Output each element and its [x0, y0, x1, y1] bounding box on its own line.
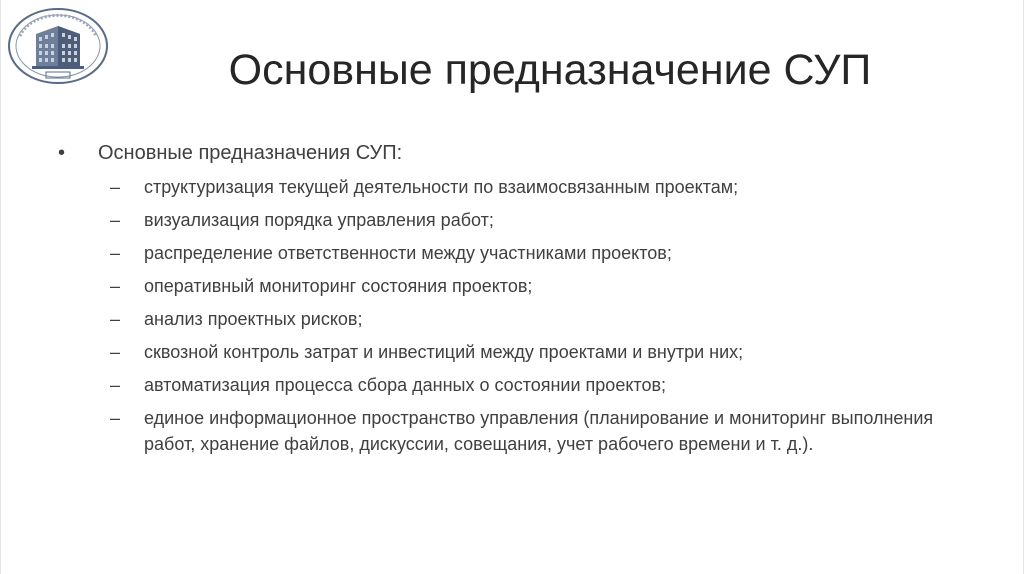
bullet-marker: • — [58, 142, 66, 164]
list-item-text: автоматизация процесса сбора данных о состоянии проектов; — [144, 375, 667, 395]
list-item-text: единое информационное пространство управления (планирование и мониторинг выполнения работ, хранение файлов, дискуссии, совещания, учет рабочего времени и т. д.). — [144, 408, 934, 454]
list-item — [110, 273, 968, 299]
list-item-text: сквозной контроль затрат и инвестиций между проектами и внутри них; — [144, 342, 744, 362]
dash-marker: – — [110, 177, 121, 197]
university-logo-icon — [6, 6, 110, 86]
list-item — [110, 405, 968, 457]
dash-marker: – — [110, 210, 121, 230]
list-item-text: распределение ответственности между участниками проектов; — [144, 243, 672, 263]
dash-marker: – — [110, 276, 121, 296]
main-point-text: Основные предназначения СУП: — [98, 142, 403, 164]
dash-marker: – — [110, 342, 121, 362]
main-point — [58, 140, 968, 166]
list-item-text: оперативный мониторинг состояния проектов; — [144, 276, 533, 296]
list-item-text: визуализация порядка управления работ; — [144, 210, 494, 230]
sub-point-list — [58, 174, 968, 457]
list-item — [110, 207, 968, 233]
content-body — [58, 140, 968, 464]
list-item — [110, 372, 968, 398]
list-item-text: анализ проектных рисков; — [144, 309, 363, 329]
list-item — [110, 339, 968, 365]
list-item — [110, 240, 968, 266]
list-item — [110, 306, 968, 332]
list-item-text: структуризация текущей деятельности по взаимосвязанным проектам; — [144, 177, 739, 197]
dash-marker: – — [110, 408, 121, 428]
list-item — [110, 174, 968, 200]
page-title: Основные предназначение СУП — [228, 46, 872, 94]
dash-marker: – — [110, 375, 121, 395]
dash-marker: – — [110, 243, 121, 263]
dash-marker: – — [110, 309, 121, 329]
